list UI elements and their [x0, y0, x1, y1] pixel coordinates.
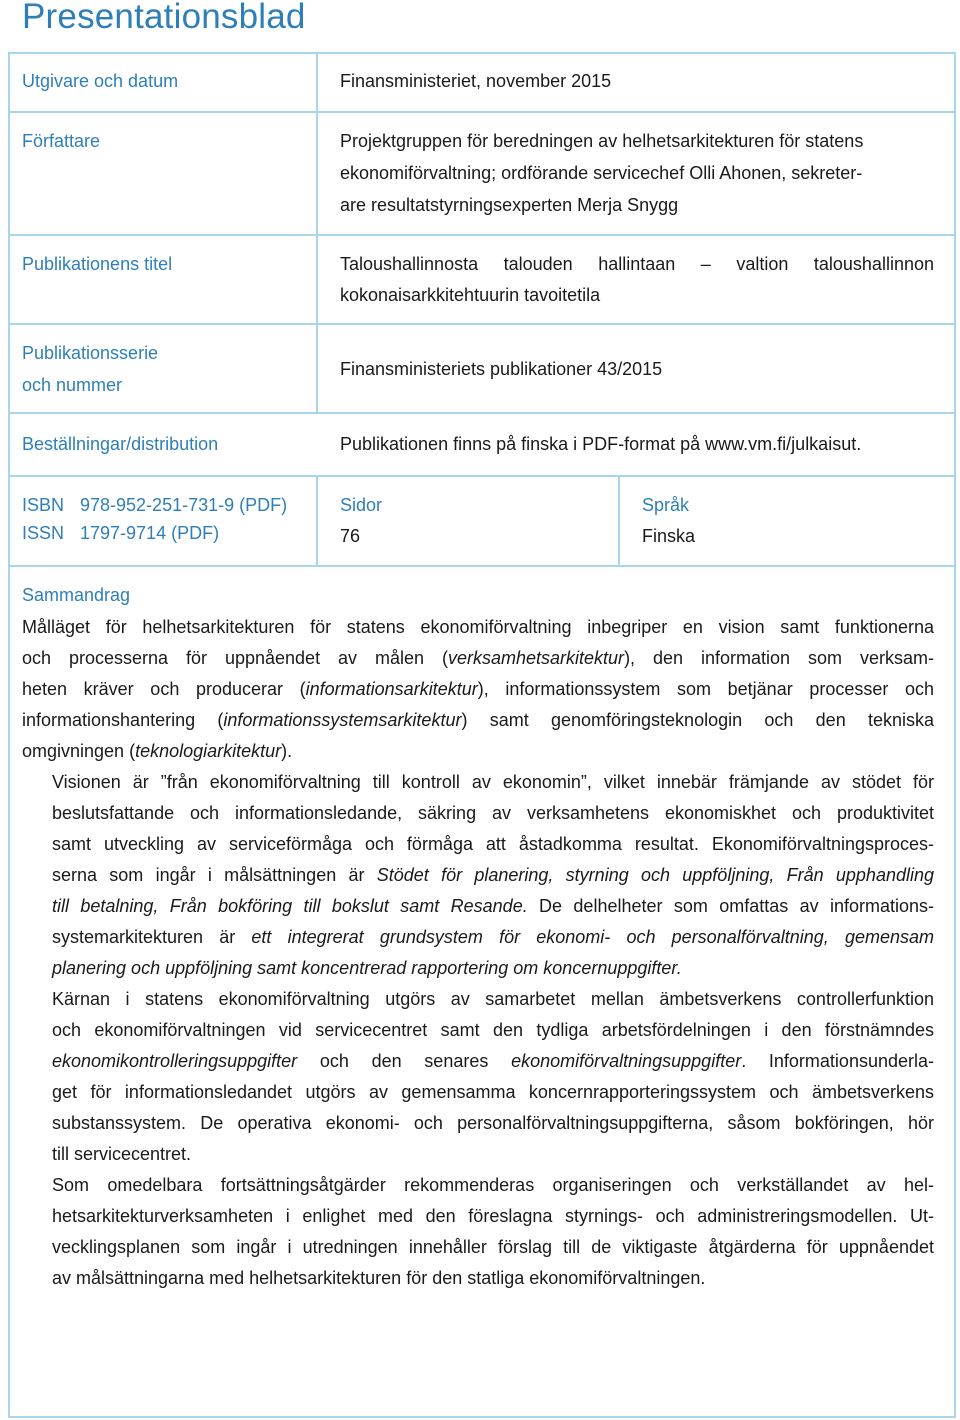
summary-emphasis: ekonomikontrolleringsuppgifter	[52, 1051, 298, 1071]
authors-line: ekonomiförvaltning; ordförande servicechef Olli Ahonen, sekreter-	[340, 163, 863, 183]
summary-paragraph	[22, 1170, 934, 1294]
summary-text: heten kräver och producerar (	[22, 679, 306, 699]
summary-line	[22, 829, 934, 860]
summary-text: ).	[281, 741, 293, 761]
summary-text: ), informationssystem som betjänar processer och	[477, 679, 935, 699]
authors-line: Projektgruppen för beredningen av helhetsarkitekturen för statens	[340, 131, 864, 151]
summary-text: av målsättningarna med helhetsarkitekturen för den statliga ekonomiförvaltningen.	[52, 1268, 706, 1288]
summary-text: Som omedelbara fortsättningsåtgärder rekommenderas organiseringen och verkställandet av hel-	[52, 1175, 934, 1195]
pages-value: 76	[340, 526, 361, 546]
summary-text: informationshantering (	[22, 710, 224, 730]
summary-line	[22, 1232, 934, 1263]
publication-title-label: Publikationens titel	[22, 254, 173, 274]
page-title: Presentationsblad	[22, 0, 306, 36]
authors-label: Författare	[22, 131, 101, 151]
summary-line	[22, 891, 934, 922]
row-divider	[8, 475, 956, 477]
summary-text: samt utveckling av serviceförmåga och förmåga att åstadkomma resultat. Ekonomiförvaltningsproces-	[52, 834, 934, 854]
summary-line	[22, 736, 934, 767]
summary-line	[22, 798, 934, 829]
isbn-value: 978-952-251-731-9 (PDF)	[80, 495, 288, 515]
summary-text: get för informationsledandet utgörs av gemensamma koncernrapporteringssystem och ämbetsverkens	[52, 1082, 934, 1102]
summary-line	[22, 643, 934, 674]
distribution-label: Beställningar/distribution	[22, 434, 219, 454]
summary-emphasis: ett integrerat grundsystem för ekonomi- och personalförvaltning, gemensam	[251, 927, 934, 947]
summary-text: till servicecentret.	[52, 1144, 192, 1164]
pages-label: Sidor	[340, 495, 383, 515]
summary-text: vecklingsplanen som ingår i utredningen innehåller förslag till de viktigaste åtgärderna för uppnåendet	[52, 1237, 934, 1257]
summary-line	[22, 705, 934, 736]
summary-emphasis: teknologiarkitektur	[135, 741, 282, 761]
summary-emphasis: Stödet för planering, styrning och uppföljning, Från upphandling	[376, 865, 934, 885]
issn-value: 1797-9714 (PDF)	[80, 523, 220, 543]
summary-line	[22, 860, 934, 891]
summary-text: och ekonomiförvaltningen vid servicecentret samt den tydliga arbetsfördelningen i den förstnämndes	[52, 1020, 934, 1040]
column-divider	[316, 52, 318, 413]
summary-text: och den senares	[297, 1051, 512, 1071]
row-divider	[8, 234, 956, 236]
summary-line	[22, 1263, 934, 1294]
series-value: Finansministeriets publikationer 43/2015	[340, 359, 663, 379]
summary-line	[22, 1015, 934, 1046]
publisher-value: Finansministeriet, november 2015	[340, 71, 612, 91]
summary-paragraph	[22, 767, 934, 984]
summary-text: De delhelheter som omfattas av informations-	[527, 896, 934, 916]
summary-emphasis: informationssystemsarkitektur	[223, 710, 462, 730]
series-label: och nummer	[22, 375, 123, 395]
column-divider	[618, 475, 620, 566]
isbn-label: ISBN	[22, 495, 65, 515]
row-divider	[8, 323, 956, 325]
summary-emphasis: till betalning, Från bokföring till bokslut samt Resande.	[52, 896, 528, 916]
summary-line	[22, 1077, 934, 1108]
summary-text: Kärnan i statens ekonomiförvaltning utgörs av samarbetet mellan ämbetsverkens controllerfunktion	[52, 989, 934, 1009]
summary-text: . Informationsunderla-	[741, 1051, 934, 1071]
summary-line	[22, 953, 934, 984]
summary-text: substanssystem. De operativa ekonomi- och personalförvaltningsuppgifterna, såsom bokföringen, hör	[52, 1113, 934, 1133]
summary-paragraph	[22, 984, 934, 1170]
summary-line	[22, 1108, 934, 1139]
summary-emphasis: planering och uppföljning samt koncentrerad rapportering om koncernuppgifter.	[52, 958, 682, 978]
summary-text: ), den information som verksam-	[624, 648, 934, 668]
column-divider	[316, 475, 318, 566]
language-label: Språk	[642, 495, 690, 515]
summary-line	[22, 922, 934, 953]
summary-line	[22, 1201, 934, 1232]
row-divider	[8, 565, 956, 567]
distribution-value: Publikationen finns på finska i PDF-format på www.vm.fi/julkaisut.	[340, 434, 862, 454]
summary-text: Visionen är ”från ekonomiförvaltning till kontroll av ekonomin”, vilket innebär främjande av stödet för	[52, 772, 934, 792]
summary-line	[22, 674, 934, 705]
summary-text: ) samt genomföringsteknologin och den tekniska	[461, 710, 934, 730]
summary-text: och processerna för uppnåendet av målen (	[22, 648, 448, 668]
summary-text: Målläget för helhetsarkitekturen för statens ekonomiförvaltning inbegriper en vision samt funktionerna	[22, 617, 934, 637]
authors-line: are resultatstyrningsexperten Merja Snygg	[340, 195, 679, 215]
summary-line	[22, 984, 934, 1015]
language-value: Finska	[642, 526, 696, 546]
summary-text: beslutsfattande och informationsledande, säkring av verksamhetens ekonomiskhet och produktivitet	[52, 803, 934, 823]
summary-heading: Sammandrag	[22, 585, 131, 605]
summary-line	[22, 767, 934, 798]
row-divider	[8, 412, 956, 414]
summary-line	[22, 1046, 934, 1077]
issn-label: ISSN	[22, 523, 65, 543]
publication-title-line: Taloushallinnosta talouden hallintaan – valtion taloushallinnon	[340, 254, 934, 274]
summary-emphasis: verksamhetsarkitektur	[448, 648, 625, 668]
summary-text: serna som ingår i målsättningen är	[52, 865, 377, 885]
summary-emphasis: ekonomiförvaltningsuppgifter	[511, 1051, 742, 1071]
summary-line	[22, 1139, 934, 1170]
summary-body	[22, 612, 934, 1294]
summary-text: systemarkitekturen är	[52, 927, 252, 947]
summary-text: omgivningen (	[22, 741, 136, 761]
series-label: Publikationsserie	[22, 343, 159, 363]
summary-line	[22, 1170, 934, 1201]
summary-line	[22, 612, 934, 643]
publisher-label: Utgivare och datum	[22, 71, 179, 91]
publication-title-line: kokonaisarkkitehtuurin tavoitetila	[340, 285, 601, 305]
summary-text: hetsarkitekturverksamheten i enlighet med den föreslagna styrnings- och administreringsmodellen. Ut-	[52, 1206, 934, 1226]
summary-emphasis: informationsarkitektur	[305, 679, 478, 699]
summary-paragraph	[22, 612, 934, 767]
row-divider	[8, 111, 956, 113]
